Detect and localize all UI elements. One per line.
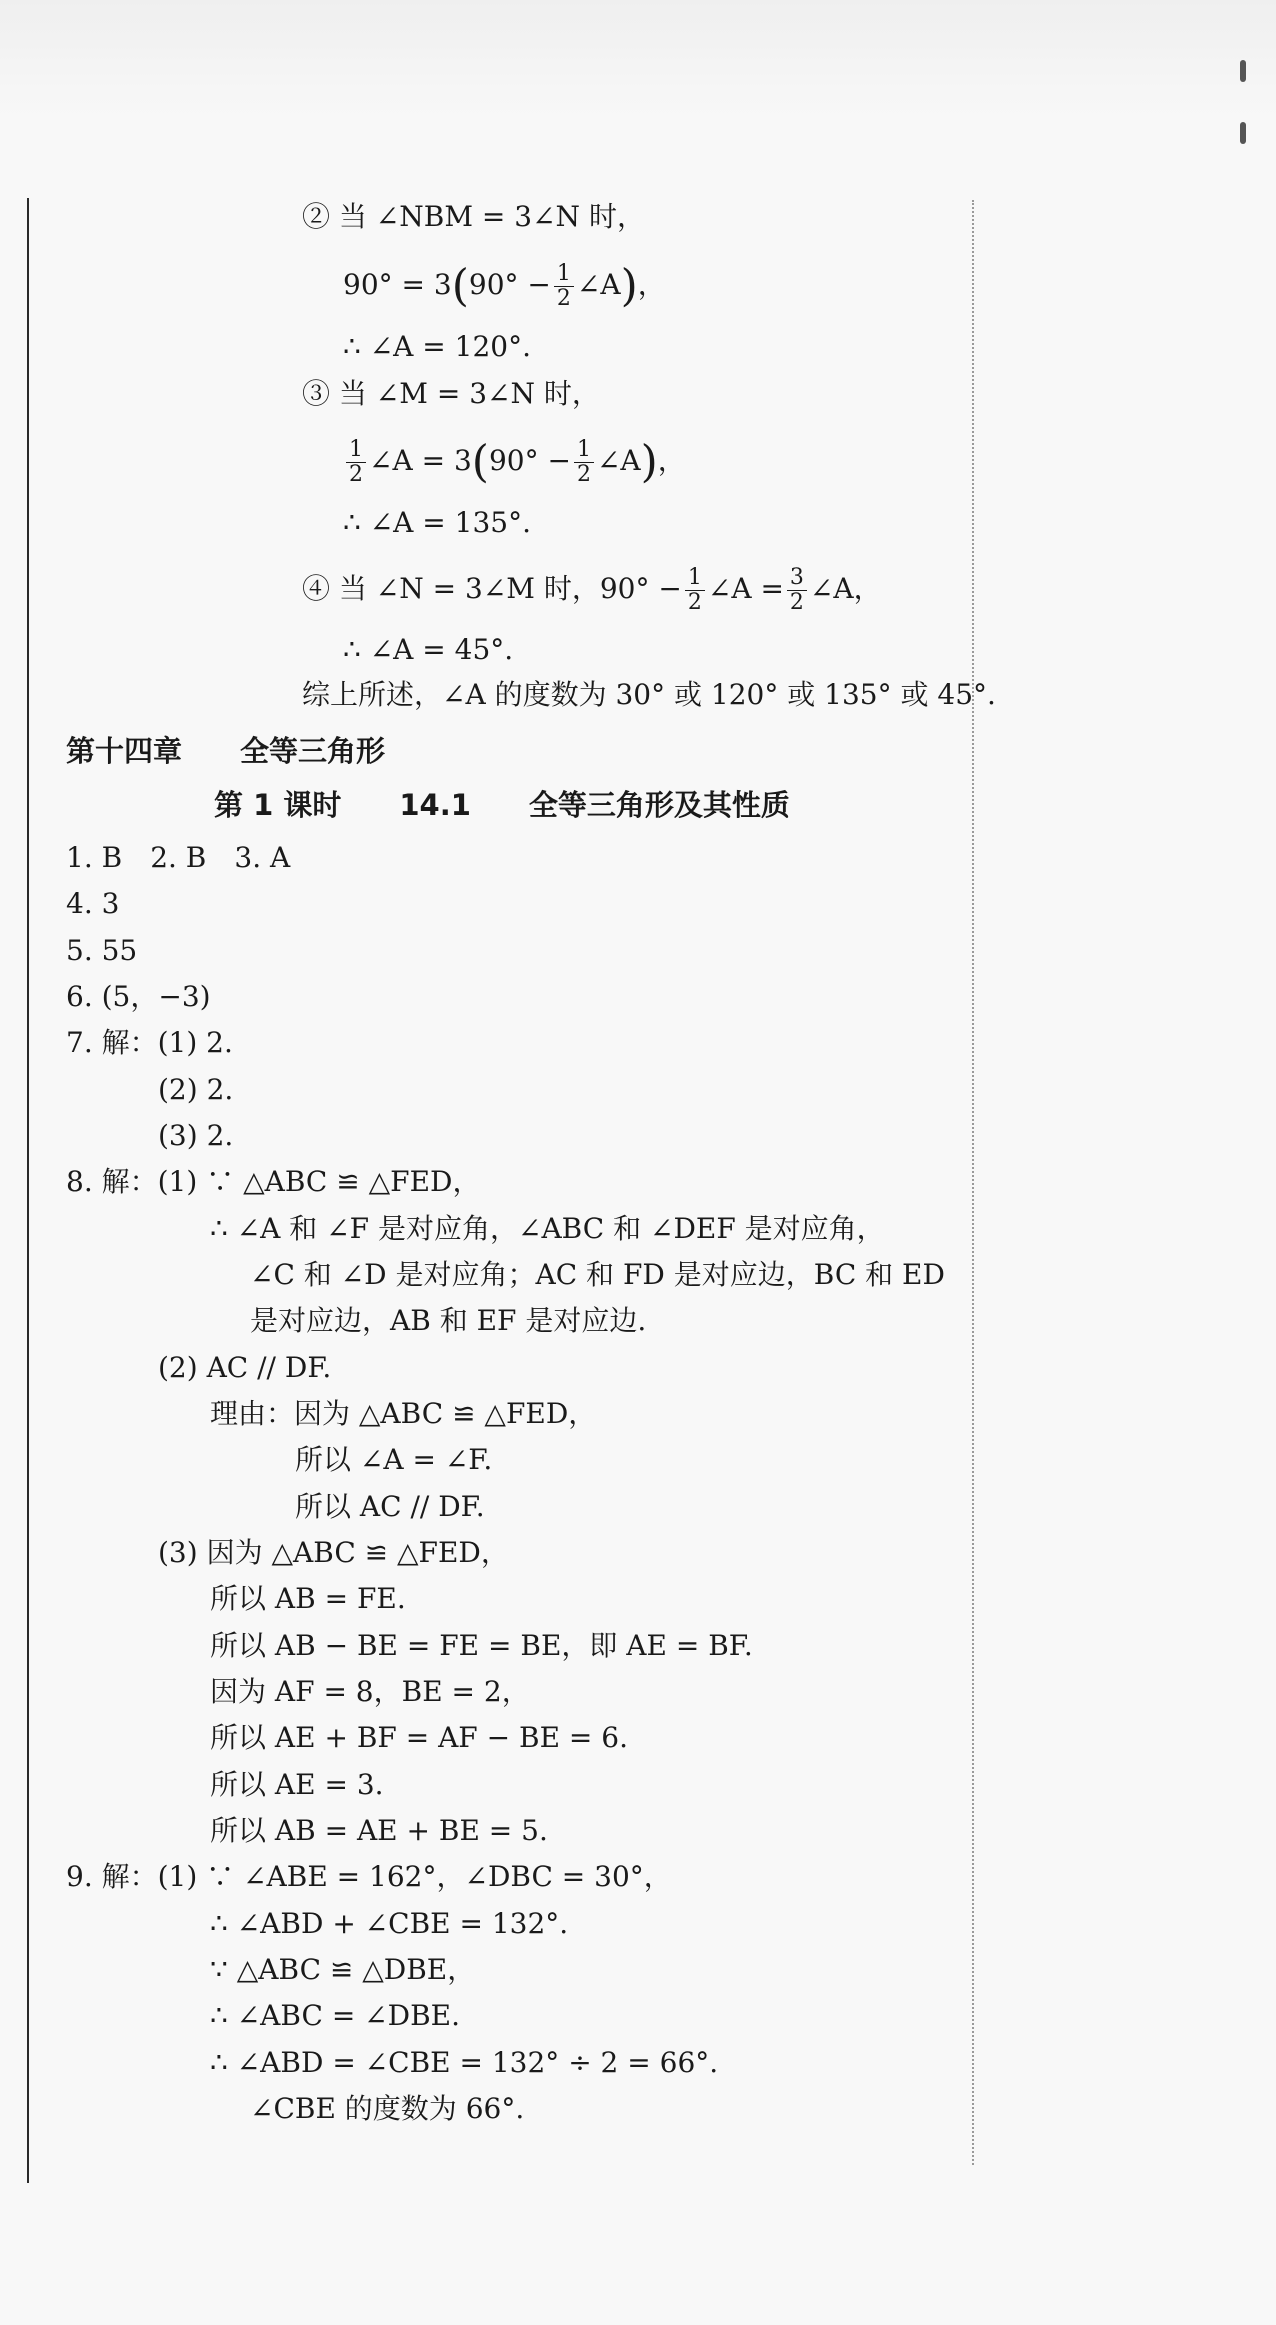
answer-7-part1: 7. 解：(1) 2.: [66, 1026, 233, 1059]
answer-9-line3: ∵ △ABC ≌ △DBE，: [210, 1953, 476, 1986]
binding-edge-marks: [1240, 60, 1252, 184]
case4-result: ∴ ∠A = 45°.: [343, 633, 514, 666]
answer-7-part3: (3) 2.: [158, 1119, 234, 1152]
answer-8-line6: 理由：因为 △ABC ≌ △FED，: [210, 1397, 597, 1430]
case3-equation: $\frac{1}{2}$ ∠A = 3(90° − $\frac{1}{2}$ ∠A)，: [343, 438, 686, 487]
answer-9-line4: ∴ ∠ABC = ∠DBE.: [210, 1999, 461, 2032]
answer-9-line6: ∠CBE 的度数为 66°.: [250, 2092, 525, 2125]
case3-fraction-2: $\frac{1}{2}$: [574, 438, 594, 487]
answer-8-line8: 所以 AC // DF.: [295, 1490, 485, 1523]
case3-fraction-1: $\frac{1}{2}$: [346, 438, 366, 487]
answer-8-line12: 因为 AF = 8，BE = 2，: [210, 1675, 530, 1708]
answer-1-3: 1. B 2. B 3. A: [66, 841, 291, 874]
answer-8-line13: 所以 AE + BF = AF − BE = 6.: [210, 1721, 628, 1754]
dotted-divider: [972, 200, 974, 2165]
case3-heading: ③ 当 ∠M = 3∠N 时，: [302, 377, 600, 410]
answer-8-line4: 是对应边，AB 和 EF 是对应边.: [250, 1304, 647, 1337]
answer-5: 5. 55: [66, 934, 138, 967]
answer-8-line2: ∴ ∠A 和 ∠F 是对应角，∠ABC 和 ∠DEF 是对应角，: [210, 1212, 885, 1245]
case2-equation: 90° = 3(90° − $\frac{1}{2}$ ∠A)，: [343, 260, 666, 312]
page-top-shade: [0, 0, 1276, 120]
case2-fraction: $\frac{1}{2}$: [554, 262, 574, 311]
answer-4: 4. 3: [66, 887, 120, 920]
case2-eq-in2: ∠A: [576, 268, 621, 301]
summary-line: 综上所述，∠A 的度数为 30° 或 120° 或 135° 或 45°.: [302, 678, 996, 711]
answer-8-line3: ∠C 和 ∠D 是对应角；AC 和 FD 是对应边，BC 和 ED: [250, 1258, 945, 1291]
answer-8-line15: 所以 AB = AE + BE = 5.: [210, 1814, 548, 1847]
case2-result: ∴ ∠A = 120°.: [343, 330, 532, 363]
case2-eq-pre: 90° = 3: [343, 268, 452, 301]
answer-9-line5: ∴ ∠ABD = ∠CBE = 132° ÷ 2 = 66°.: [210, 2046, 719, 2079]
case4-equation: ④ 当 ∠N = 3∠M 时，90° − $\frac{1}{2}$ ∠A = $\frac{3}{2}$ ∠A，: [302, 565, 882, 615]
answer-8-line10: 所以 AB = FE.: [210, 1582, 406, 1615]
case2-eq-in1: 90° −: [468, 268, 551, 301]
answer-7-part2: (2) 2.: [158, 1073, 234, 1106]
answer-8-line11: 所以 AB − BE = FE = BE，即 AE = BF.: [210, 1629, 753, 1662]
answer-8-line14: 所以 AE = 3.: [210, 1768, 384, 1801]
case2-heading: ② 当 ∠NBM = 3∠N 时，: [302, 200, 645, 233]
answer-6: 6. (5，−3): [66, 980, 211, 1013]
answer-8-line7: 所以 ∠A = ∠F.: [295, 1443, 493, 1476]
case4-fraction-2: $\frac{3}{2}$: [787, 566, 807, 615]
answer-9-line2: ∴ ∠ABD + ∠CBE = 132°.: [210, 1907, 569, 1940]
answer-8-line5: (2) AC // DF.: [158, 1351, 332, 1384]
left-margin-rule: [27, 198, 29, 2183]
answer-8-line9: (3) 因为 △ABC ≌ △FED，: [158, 1536, 509, 1569]
chapter-title: 第十四章 全等三角形: [66, 734, 386, 768]
case3-result: ∴ ∠A = 135°.: [343, 506, 532, 539]
answer-9-line1: 9. 解：(1) ∵ ∠ABE = 162°，∠DBC = 30°，: [66, 1860, 672, 1893]
lesson-title: 第 1 课时 14.1 全等三角形及其性质: [214, 788, 790, 822]
answer-8-line1: 8. 解：(1) ∵ △ABC ≌ △FED，: [66, 1165, 481, 1198]
case4-fraction-1: $\frac{1}{2}$: [685, 566, 705, 615]
